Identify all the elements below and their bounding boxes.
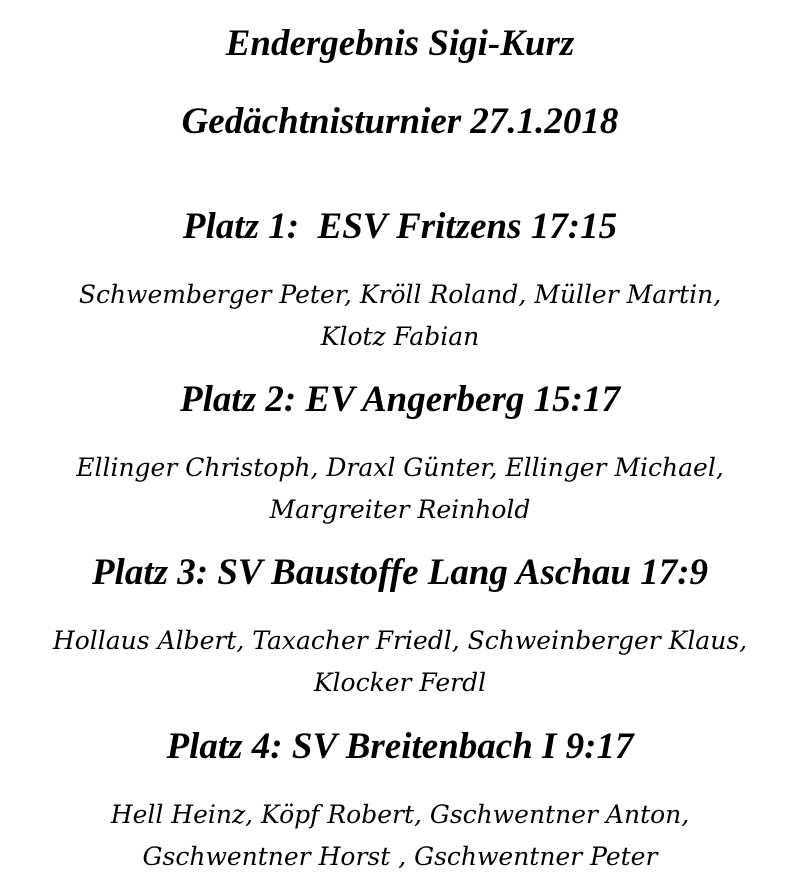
- placement-3-players: [30, 620, 770, 704]
- placement-2-players-line-2: Margreiter Reinhold: [269, 495, 531, 524]
- placement-1-players: [30, 274, 770, 358]
- placement-1-players-line-2: Klotz Fabian: [320, 322, 480, 351]
- placement-4-players-line-2: Gschwentner Horst , Gschwentner Peter: [142, 842, 658, 871]
- placement-4-heading: Platz 4: SV Breitenbach I 9:17: [166, 726, 634, 767]
- placement-1-players-line-1: Schwemberger Peter, Kröll Roland, Müller Martin,: [78, 280, 722, 309]
- placement-4-players: [30, 794, 770, 878]
- title-line-2: Gedächtnisturnier 27.1.2018: [181, 101, 619, 142]
- placement-3-players-line-2: Klocker Ferdl: [313, 668, 487, 697]
- placement-3-heading: Platz 3: SV Baustoffe Lang Aschau 17:9: [91, 552, 709, 593]
- title-line-1: Endergebnis Sigi-Kurz: [225, 23, 575, 64]
- placement-2-players: [30, 447, 770, 531]
- placement-3-players-line-1: Hollaus Albert, Taxacher Friedl, Schweinberger Klaus,: [52, 626, 748, 655]
- placement-4-players-line-1: Hell Heinz, Köpf Robert, Gschwentner Anton,: [110, 800, 690, 829]
- placement-2-players-line-1: Ellinger Christoph, Draxl Günter, Ellinger Michael,: [76, 453, 724, 482]
- placement-2-heading: Platz 2: EV Angerberg 15:17: [180, 379, 620, 420]
- placement-1-heading: Platz 1: ESV Fritzens 17:15: [182, 206, 618, 247]
